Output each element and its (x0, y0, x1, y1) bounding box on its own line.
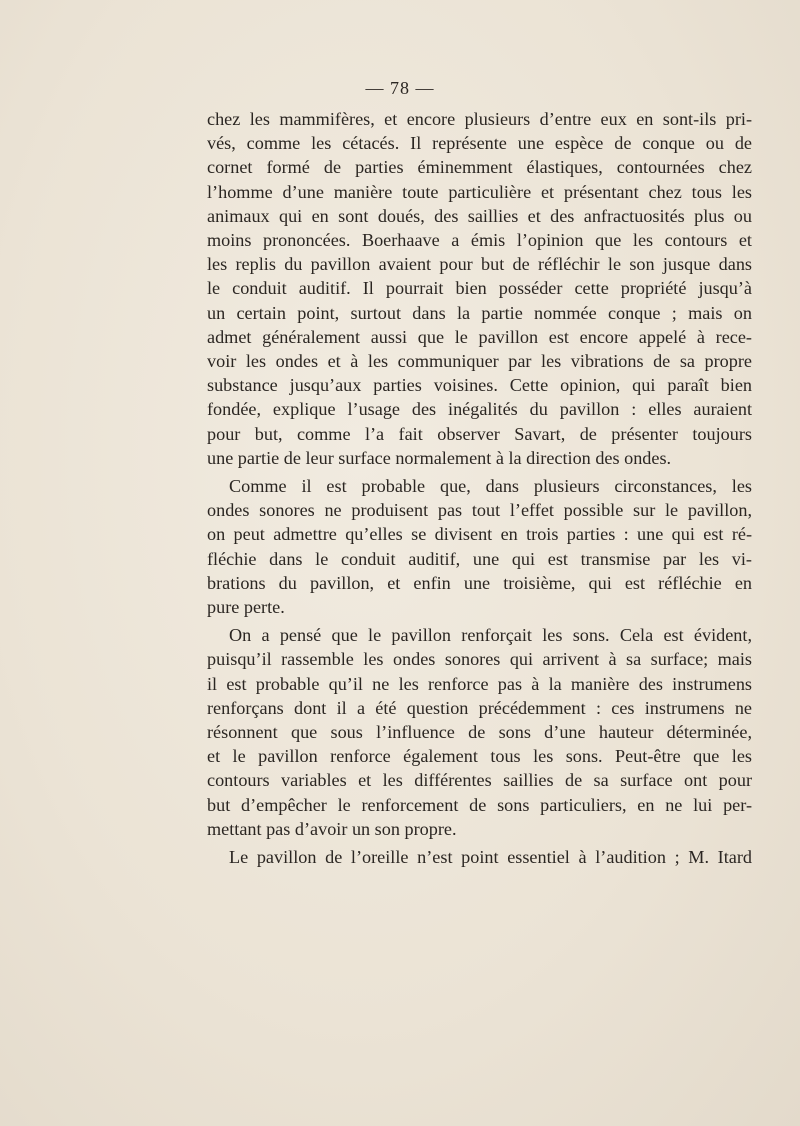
text-line: il est probable qu’il ne les renforce pas à la manière des instrumens (207, 673, 752, 694)
text-line: admet généralement aussi que le pavillon est encore appelé à rece- (207, 326, 752, 347)
page-number: — 78 — (365, 78, 435, 98)
paragraph-2 (207, 474, 752, 619)
text-line: Comme il est probable que, dans plusieurs circonstances, les (229, 476, 752, 497)
text-line: contours variables et les différentes saillies de sa surface ont pour (207, 770, 752, 791)
text-line: on peut admettre qu’elles se divisent en trois parties : une qui est ré- (207, 524, 752, 545)
text-line: le conduit auditif. Il pourrait bien posséder cette propriété jusqu’à (207, 278, 752, 299)
text-line: chez les mammifères, et encore plusieurs d’entre eux en sont-ils pri- (207, 109, 752, 129)
text-line: On a pensé que le pavillon renforçait les sons. Cela est évident, (229, 625, 752, 646)
text-line: un certain point, surtout dans la partie nommée conque ; mais on (207, 302, 752, 323)
text-line: animaux qui en sont doués, des saillies et des anfractuosités plus ou (207, 205, 752, 226)
text-line: l’homme d’une manière toute particulière et présentant chez tous les (207, 181, 752, 202)
text-line: cornet formé de parties éminemment élastiques, contournées chez (207, 157, 752, 178)
text-line: mettant pas d’avoir un son propre. (207, 818, 457, 839)
text-line: et le pavillon renforce également tous les sons. Peut-être que les (207, 746, 752, 767)
text-line: résonnent que sous l’influence de sons d’une hauteur déterminée, (207, 722, 752, 743)
text-line: pure perte. (207, 597, 285, 618)
text-line: substance jusqu’aux parties voisines. Cette opinion, qui paraît bien (207, 375, 752, 396)
text-line: Le pavillon de l’oreille n’est point essentiel à l’audition ; M. Itard (229, 847, 752, 868)
paragraph-3 (207, 623, 752, 841)
text-line: fléchie dans le conduit auditif, une qui est transmise par les vi- (207, 548, 752, 569)
text-line: brations du pavillon, et enfin une troisième, qui est réfléchie en (207, 572, 752, 593)
text-line: les replis du pavillon avaient pour but de réfléchir le son jusque dans (207, 254, 752, 275)
paragraph-4 (207, 845, 752, 869)
text-line: vés, comme les cétacés. Il représente une espèce de conque ou de (207, 133, 752, 154)
paragraph-1 (207, 107, 752, 470)
text-line: renforçans dont il a été question précédemment : ces instrumens ne (207, 697, 752, 718)
text-line: voir les ondes et à les communiquer par les vibrations de sa propre (207, 351, 752, 372)
text-line: but d’empêcher le renforcement de sons particuliers, en ne lui per- (207, 794, 752, 815)
text-line: pour but, comme l’a fait observer Savart, de présenter toujours (207, 423, 752, 444)
text-line: moins prononcées. Boerhaave a émis l’opinion que les contours et (207, 230, 752, 251)
text-line: une partie de leur surface normalement à la direction des ondes. (207, 447, 672, 468)
text-line: fondée, explique l’usage des inégalités du pavillon : elles auraient (207, 399, 752, 420)
text-line: puisqu’il rassemble les ondes sonores qui arrivent à sa surface; mais (207, 649, 752, 670)
text-line: ondes sonores ne produisent pas tout l’effet possible sur le pavillon, (207, 500, 752, 521)
body-text (207, 107, 752, 869)
